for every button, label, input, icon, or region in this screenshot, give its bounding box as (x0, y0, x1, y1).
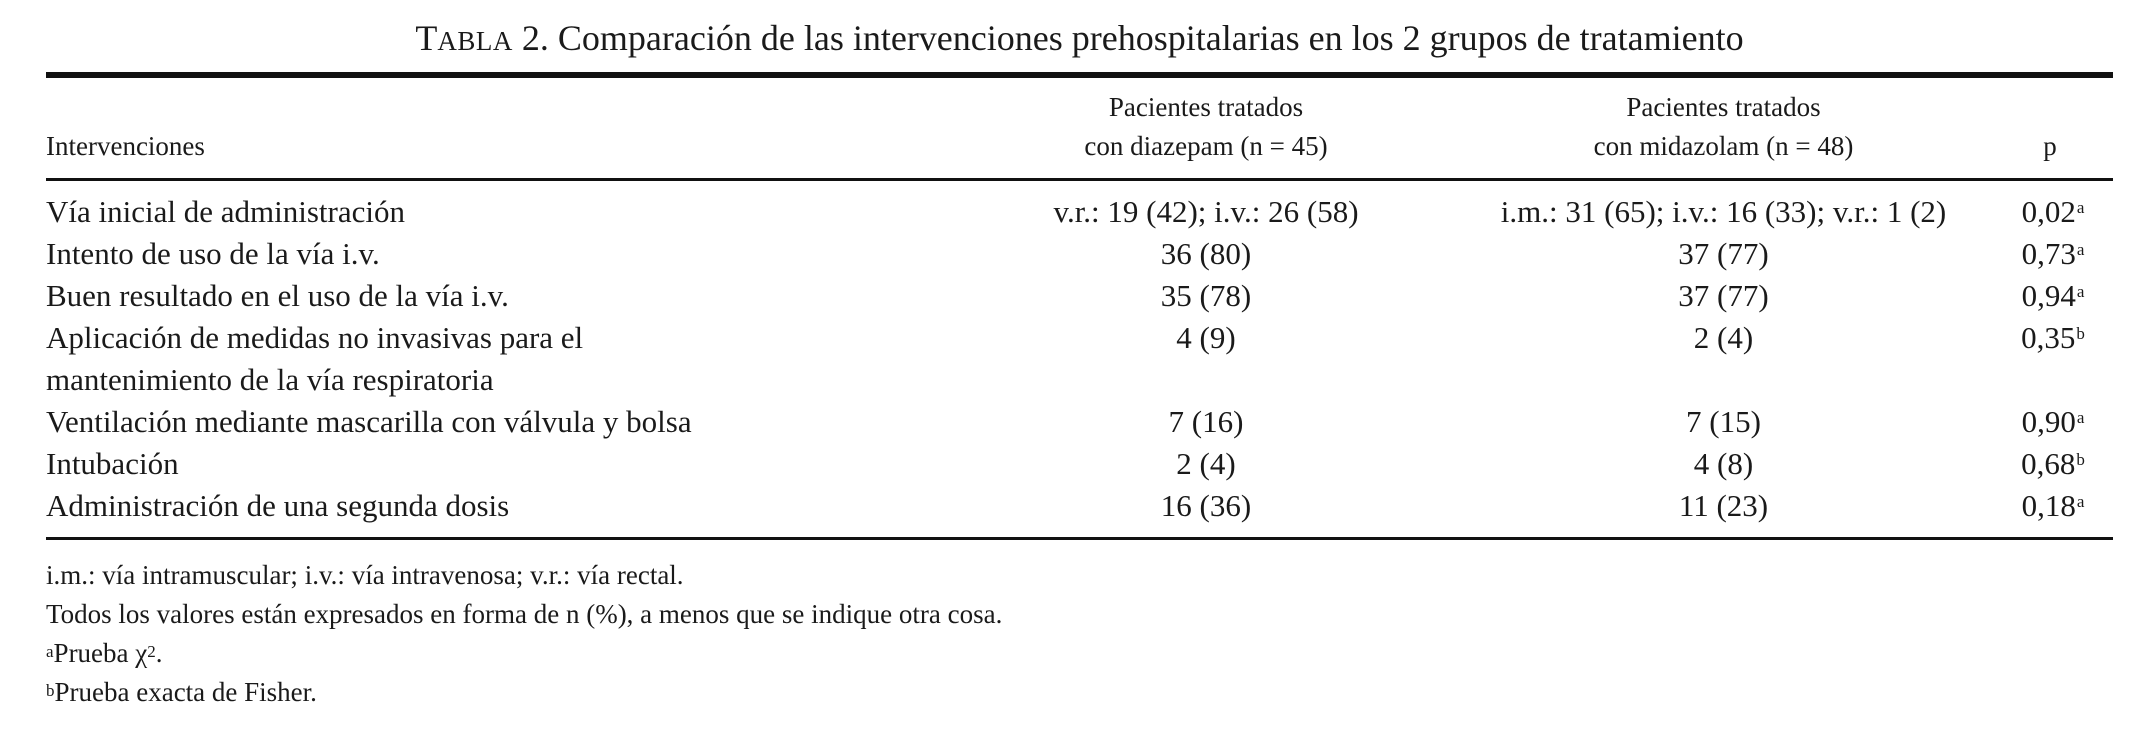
p-value: 0,90 (2021, 404, 2076, 439)
caption-text: 2. Comparación de las intervenciones prehospitalarias en los 2 grupos de tratamiento (512, 18, 1744, 58)
table-row (46, 485, 2113, 537)
table-row (46, 181, 2113, 233)
header-diazepam-line2: con diazepam (n = 45) (1084, 131, 1328, 161)
table-header (46, 78, 2113, 181)
row-label: Intubación (46, 446, 179, 481)
cell-p-value (1981, 181, 2113, 233)
table-row (46, 317, 2113, 401)
test-superscript: a (2076, 408, 2085, 427)
caption-lead-smallcaps: ABLA (437, 26, 513, 56)
table-caption (46, 14, 2113, 66)
table-container (46, 14, 2113, 712)
caption-lead-letter: T (415, 18, 438, 58)
cell-diazepam: 4 (9) (1176, 320, 1236, 355)
header-row (46, 78, 2113, 178)
footnote-a-end: . (155, 638, 163, 668)
cell-p-value (1981, 401, 2113, 443)
test-superscript: a (2076, 198, 2085, 217)
cell-p-value (1981, 317, 2113, 401)
header-midazolam-line2: con midazolam (n = 48) (1593, 131, 1854, 161)
table-row (46, 233, 2113, 275)
footnote-b-text: Prueba exacta de Fisher. (54, 677, 317, 707)
footnote-values: Todos los valores están expresados en forma de n (%), a menos que se indique otra cosa. (46, 599, 1003, 629)
footnote-abbreviations: i.m.: vía intramuscular; i.v.: vía intravenosa; v.r.: vía rectal. (46, 560, 684, 590)
cell-midazolam: 2 (4) (1693, 320, 1754, 355)
cell-diazepam: 35 (78) (1160, 278, 1252, 313)
cell-midazolam: 37 (77) (1678, 236, 1769, 271)
cell-midazolam: 7 (15) (1686, 404, 1761, 439)
row-label: Administración de una segunda dosis (46, 488, 510, 523)
footnote-a-text: Prueba χ (53, 638, 148, 668)
footnote-a (46, 634, 2113, 673)
p-value: 0,18 (2021, 488, 2076, 523)
test-superscript: a (2076, 492, 2085, 511)
row-label: Ventilación mediante mascarilla con válvula y bolsa (46, 404, 692, 439)
p-value: 0,35 (2021, 320, 2076, 355)
cell-diazepam: 2 (4) (1176, 446, 1236, 481)
row-label: Vía inicial de administración (46, 194, 405, 229)
cell-diazepam: 16 (36) (1160, 488, 1252, 523)
header-interventions: Intervenciones (46, 131, 205, 161)
cell-p-value (1981, 485, 2113, 537)
footnote-b-mark: b (46, 681, 55, 700)
header-midazolam-line1: Pacientes tratados (1626, 92, 1821, 122)
table-row (46, 401, 2113, 443)
bottom-rule (46, 537, 2113, 540)
cell-diazepam: 36 (80) (1160, 236, 1252, 271)
p-value: 0,68 (2021, 446, 2076, 481)
cell-diazepam: 7 (16) (1168, 404, 1244, 439)
header-diazepam (946, 78, 1466, 178)
test-superscript: a (2076, 282, 2085, 301)
row-label: Intento de uso de la vía i.v. (46, 236, 380, 271)
footnote-a-mark: a (46, 642, 54, 661)
header-p-value: p (2043, 131, 2057, 161)
table-row (46, 443, 2113, 485)
row-label: Aplicación de medidas no invasivas para el mantenimiento de la vía respiratoria (46, 320, 584, 397)
header-diazepam-line1: Pacientes tratados (1108, 92, 1304, 122)
p-value: 0,73 (2021, 236, 2076, 271)
test-superscript: b (2076, 324, 2085, 343)
cell-midazolam: i.m.: 31 (65); i.v.: 16 (33); v.r.: 1 (2) (1500, 194, 1947, 229)
cell-diazepam: v.r.: 19 (42); i.v.: 26 (58) (1053, 194, 1359, 229)
row-label: Buen resultado en el uso de la vía i.v. (46, 278, 509, 313)
comparison-table (46, 78, 2113, 537)
footnote-a-exponent: 2 (147, 642, 156, 661)
cell-p-value (1981, 275, 2113, 317)
p-value: 0,94 (2021, 278, 2076, 313)
table-body (46, 181, 2113, 537)
table-row (46, 275, 2113, 317)
cell-p-value (1981, 443, 2113, 485)
header-midazolam (1466, 78, 1981, 178)
table-footnotes (46, 556, 2113, 712)
cell-p-value (1981, 233, 2113, 275)
footnote-b (46, 673, 2113, 712)
p-value: 0,02 (2021, 194, 2076, 229)
cell-midazolam: 37 (77) (1678, 278, 1769, 313)
cell-midazolam: 11 (23) (1678, 488, 1769, 523)
cell-midazolam: 4 (8) (1693, 446, 1754, 481)
test-superscript: b (2076, 450, 2085, 469)
test-superscript: a (2076, 240, 2085, 259)
